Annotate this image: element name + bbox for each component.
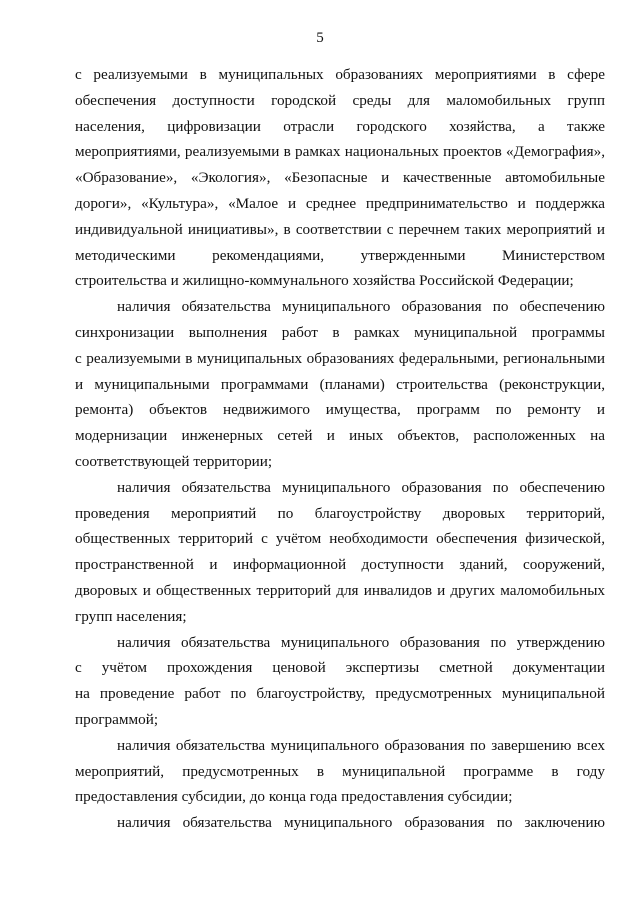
text-line: программой; — [75, 711, 159, 728]
text-line: наличия обязательства муниципального образования по завершению всех — [117, 736, 605, 754]
text-line: методическими рекомендациями, утвержденными Министерством — [75, 246, 605, 264]
text-line: наличия обязательства муниципального образования по заключению — [117, 814, 605, 832]
text-line: наличия обязательства муниципального образования по утверждению — [117, 633, 605, 651]
text-line: индивидуальной инициативы», в соответствии с перечнем таких мероприятий и — [75, 220, 605, 238]
text-line: групп населения; — [75, 607, 187, 625]
text-line: ремонта) объектов недвижимого имущества, программ по ремонту и — [75, 401, 605, 419]
text-line: наличия обязательства муниципального образования по обеспечению — [117, 478, 605, 496]
text-line: на проведение работ по благоустройству, предусмотренных муниципальной — [75, 685, 605, 703]
text-line: строительства и жилищно-коммунального хозяйства Российской Федерации; — [75, 272, 574, 290]
text-line: и муниципальными программами (планами) строительства (реконструкции, — [75, 375, 605, 393]
text-line: мероприятий, предусмотренных в муниципальной программе в году — [75, 762, 605, 780]
text-line: дороги», «Культура», «Малое и среднее предпринимательство и поддержка — [75, 195, 605, 212]
text-line: «Образование», «Экология», «Безопасные и качественные автомобильные — [75, 169, 605, 187]
text-line: мероприятиями, реализуемыми в рамках национальных проектов «Демография», — [75, 143, 605, 161]
text-line: общественных территорий с учётом необходимости обеспечения физической, — [75, 530, 605, 548]
text-line: проведения мероприятий по благоустройству дворовых территорий, — [75, 504, 605, 522]
page-number: 5 — [316, 30, 324, 46]
text-line: обеспечения доступности городской среды для маломобильных групп — [75, 91, 605, 109]
text-line: модернизации инженерных сетей и иных объектов, расположенных на — [75, 427, 605, 445]
text-line: с учётом прохождения ценовой экспертизы сметной документации — [75, 659, 605, 677]
text-line: синхронизации выполнения работ в рамках муниципальной программы — [75, 324, 605, 341]
text-line: наличия обязательства муниципального образования по обеспечению — [117, 298, 605, 316]
text-line: соответствующей территории; — [75, 453, 273, 470]
text-line: населения, цифровизации отрасли городского хозяйства, а также — [75, 117, 605, 135]
text-line: дворовых и общественных территорий для инвалидов и других маломобильных — [75, 582, 605, 599]
text-line: предоставления субсидии, до конца года предоставления субсидии; — [75, 788, 513, 806]
text-line: с реализуемыми в муниципальных образованиях федеральными, региональными — [75, 349, 605, 367]
text-line: пространственной и информационной доступности зданий, сооружений, — [75, 556, 605, 574]
text-line: с реализуемыми в муниципальных образованиях мероприятиями в сфере — [75, 66, 605, 83]
